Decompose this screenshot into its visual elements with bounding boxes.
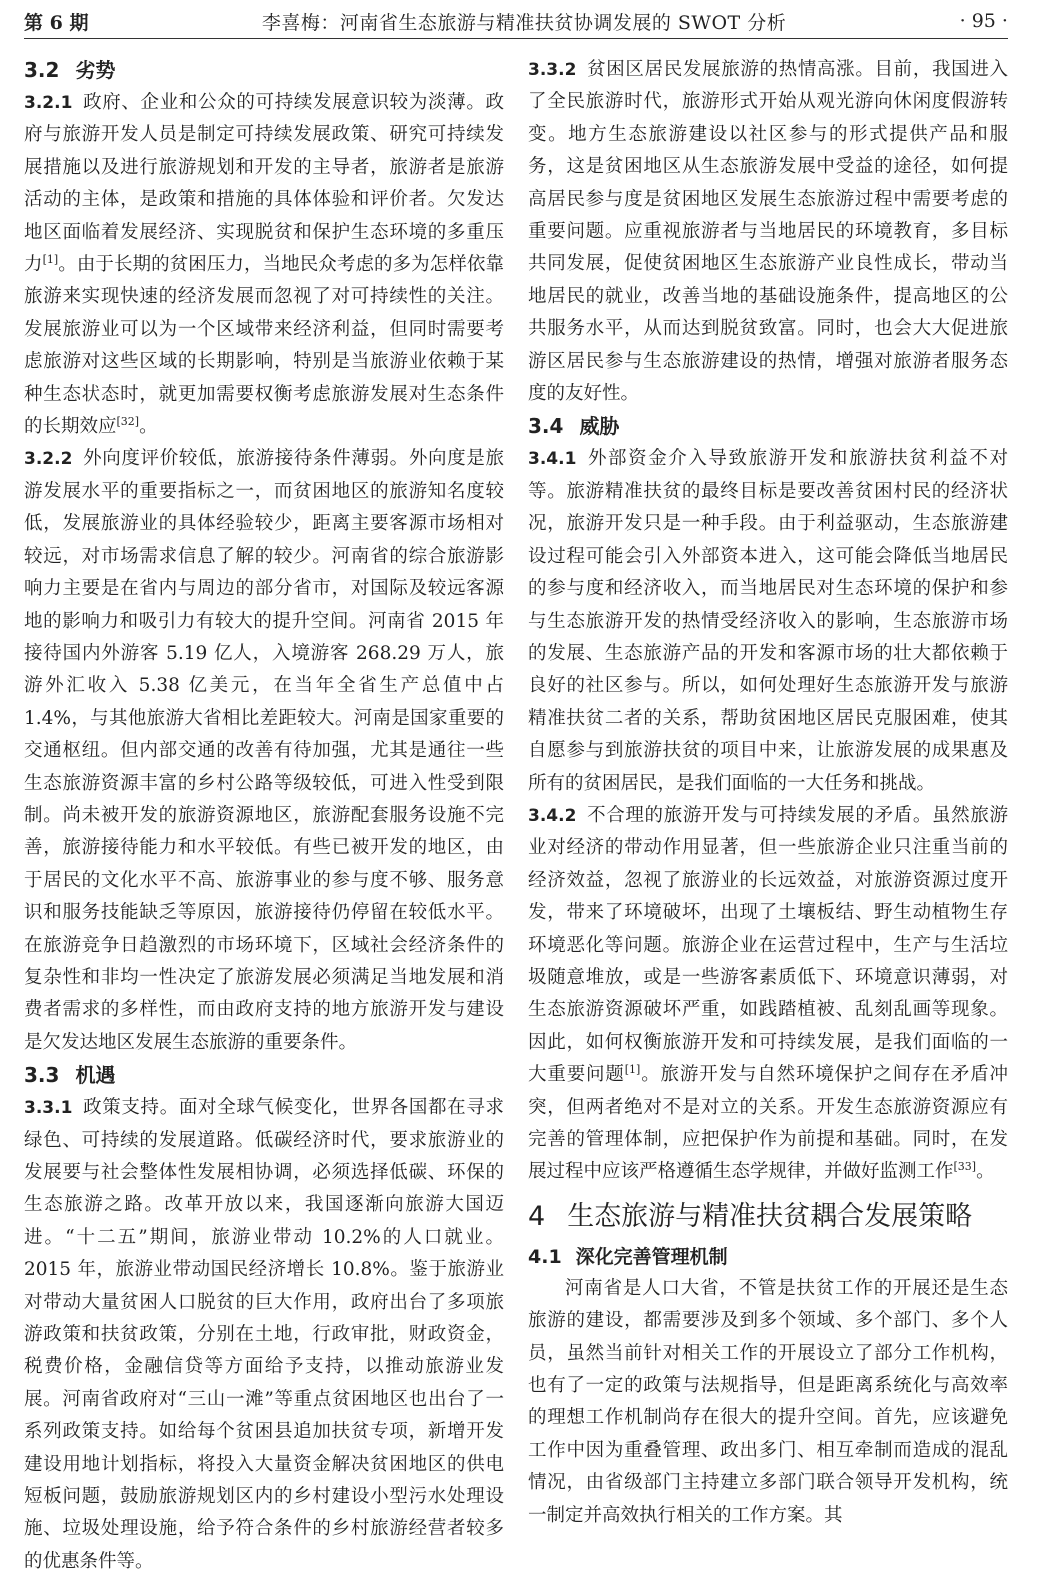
paragraph-number: 3.4.2 xyxy=(528,805,577,826)
paragraph-text: 不合理的旅游开发与可持续发展的矛盾。虽然旅游业对经济的带动作用显著，但一些旅游企业只注重当前的经济效益，忽视了旅游业的长远效益，对旅游资源过度开发，带来了环境破坏，出现了土壤板结、野生动植物生存环境恶化等问题。旅游企业在运营过程中，生产与生活垃圾随意堆放，或是一些游客素质低下、环境意识薄弱，对生态旅游资源破坏严重，如践踏植被、乱刻乱画等现象。因此，如何权衡旅游开发和可持续发展，是我们面临的一大重要问题 xyxy=(528,804,1008,1086)
paragraph-text: 。旅游开发与自然环境保护之间存在矛盾冲突，但两者绝对不是对立的关系。开发生态旅游资源应有完善的管理体制，应把保护作为前提和基础。同时，在发展过程中应该严格遵循生态学规律，并做好监测工作 xyxy=(528,1064,1008,1183)
body-columns xyxy=(24,54,1008,1578)
paragraph-text: 外向度评价较低，旅游接待条件薄弱。外向度是旅游发展水平的重要指标之一，而贫困地区的旅游知名度较低，发展旅游业的具体经验较少，距离主要客源市场相对较远，对市场需求信息了解的较少。河南省的综合旅游影响力主要是在省内与周边的部分省市，对国际及较远客源地的影响力和吸引力有较大的提升空间。河南省 2015 年接待国内外游客 5.19 亿人，入境游客 268.29 万人，旅游外汇收入 5.38 亿美元，在当年全省生产总值中占 1.4%，与其他旅游大省相比差距较大。河南是国家重要的交通枢纽。但内部交通的改善有待加强，尤其是通往一些生态旅游资源丰富的乡村公路等级较低，可进入性受到限制。尚未被开发的旅游资源地区，旅游配套服务设施不完善，旅游接待能力和水平较低。有些已被开发的地区，由于居民的文化水平不高、旅游事业的参与度不够、服务意识和服务技能缺乏等原因，旅游接待仍停留在较低水平。在旅游竞争日趋激烈的市场环境下，区域社会经济条件的复杂性和非均一性决定了旅游发展必须满足当地发展和消费者需求的多样性，而由政府支持的地方旅游开发与建设是欠发达地区发展生态旅游的重要条件。 xyxy=(24,448,504,1053)
paragraph-3-4-2 xyxy=(528,800,1008,1189)
paragraph-number: 3.4.1 xyxy=(528,449,577,470)
paragraph-text: 。 xyxy=(139,416,158,438)
section-3-4-heading xyxy=(528,410,1008,443)
paragraph-number: 3.3.2 xyxy=(528,60,577,80)
paragraph-text: 。 xyxy=(976,1161,995,1183)
paragraph-text: 政府、企业和公众的可持续发展意识较为淡薄。政府与旅游开发人员是制定可持续发展政策、研究可持续发展措施以及进行旅游规划和开发的主导者，旅游者是旅游活动的主体，是政策和措施的具体体验和评价者。欠发达地区面临着发展经济、实现脱贫和保护生态环境的多重压力 xyxy=(24,92,504,276)
paragraph-text: 。由于长期的贫困压力，当地民众考虑的多为怎样依靠旅游来实现快速的经济发展而忽视了对可持续性的关注。发展旅游业可以为一个区域带来经济利益，但同时需要考虑旅游对这些区域的长期影响，特别是当旅游业依赖于某种生态状态时，就更加需要权衡考虑旅游发展对生态条件的长期效应 xyxy=(24,254,504,438)
page-number: · 95 · xyxy=(959,10,1008,32)
running-title: 李喜梅：河南省生态旅游与精准扶贫协调发展的 SWOT 分析 xyxy=(261,11,787,34)
section-number: 4.1 xyxy=(528,1245,562,1268)
section-title: 深化完善管理机制 xyxy=(575,1245,728,1268)
paragraph-number: 3.2.2 xyxy=(24,449,73,470)
paragraph-3-2-2 xyxy=(24,443,504,1059)
section-number: 3.3 xyxy=(24,1063,60,1088)
paragraph-3-2-1 xyxy=(24,87,504,443)
chapter-4-heading xyxy=(528,1197,1008,1237)
issue-label: 第 6 期 xyxy=(24,11,89,34)
citation-ref: [1] xyxy=(624,1063,641,1077)
section-title: 威胁 xyxy=(579,414,620,439)
paragraph-text: 河南省是人口大省，不管是扶贫工作的开展还是生态旅游的建设，都需要涉及到多个领域、多个部门、多个人员，虽然当前针对相关工作的开展设立了部分工作机构，也有了一定的政策与法规指导，但是距离系统化与高效率的理想工作机制尚存在很大的提升空间。首先，应该避免工作中因为重叠管理、政出多门、相互牵制而造成的混乱情况，由省级部门主持建立多部门联合领导开发机构，统一制定并高效执行相关的工作方案。其 xyxy=(528,1277,1008,1526)
section-4-1-heading xyxy=(528,1241,1008,1273)
page-header xyxy=(24,4,1008,39)
paragraph-3-3-1 xyxy=(24,1092,504,1578)
citation-ref: [32] xyxy=(116,414,140,428)
citation-ref: [1] xyxy=(42,252,59,266)
paragraph-text: 贫困区居民发展旅游的热情高涨。目前，我国进入了全民旅游时代，旅游形式开始从观光游向休闲度假游转变。地方生态旅游建设以社区参与的形式提供产品和服务，这是贫困地区从生态旅游发展中受益的途径，如何提高居民参与度是贫困地区发展生态旅游过程中需要考虑的重要问题。应重视旅游者与当地居民的环境教育，多目标共同发展，促使贫困地区生态旅游产业良性成长，带动当地居民的就业，改善当地的基础设施条件，提高地区的公共服务水平，从而达到脱贫致富。同时，也会大大促进旅游区居民参与生态旅游建设的热情，增强对旅游者服务态度的友好性。 xyxy=(528,59,1008,405)
paragraph-number: 3.3.1 xyxy=(24,1098,73,1119)
paragraph-3-3-2 xyxy=(528,54,1008,410)
paragraph-text: 外部资金介入导致旅游开发和旅游扶贫利益不对等。旅游精准扶贫的最终目标是要改善贫困村民的经济状况，旅游开发只是一种手段。由于利益驱动，生态旅游建设过程可能会引入外部资本进入，这可能会降低当地居民的参与度和经济收入，而当地居民对生态环境的保护和参与生态旅游开发的热情受经济收入的影响，生态旅游市场的发展、生态旅游产品的开发和客源市场的壮大都依赖于良好的社区参与。所以，如何处理好生态旅游开发与旅游精准扶贫二者的关系，帮助贫困地区居民克服困难，使其自愿参与到旅游扶贫的项目中来，让旅游发展的成果惠及所有的贫困居民，是我们面临的一大任务和挑战。 xyxy=(528,448,1008,794)
section-number: 3.4 xyxy=(528,414,564,439)
section-number: 3.2 xyxy=(24,58,60,82)
left-column xyxy=(24,54,504,1578)
citation-ref: [33] xyxy=(953,1160,977,1174)
paragraph-3-4-1 xyxy=(528,443,1008,799)
section-3-2-heading xyxy=(24,54,504,87)
section-3-3-heading xyxy=(24,1059,504,1092)
paragraph-number: 3.2.1 xyxy=(24,93,73,113)
section-title: 机遇 xyxy=(75,1063,116,1088)
paragraph-text: 政策支持。面对全球气候变化，世界各国都在寻求绿色、可持续的发展道路。低碳经济时代，要求旅游业的发展要与社会整体性发展相协调，必须选择低碳、环保的生态旅游之路。改革开放以来，我国逐渐向旅游大国迈进。“十二五”期间，旅游业带动 10.2%的人口就业。2015 年，旅游业带动国民经济增长 10.8%。鉴于旅游业对带动大量贫困人口脱贫的巨大作用，政府出台了多项旅游政策和扶贫政策，分别在土地，行政审批，财政资金，税费价格，金融信贷等方面给予支持，以推动旅游业发展。河南省政府对“三山一滩”等重点贫困地区也出台了一系列政策支持。如给每个贫困县追加扶贫专项，新增开发建设用地计划指标，将投入大量资金解决贫困地区的供电短板问题，鼓励旅游规划区内的乡村建设小型污水处理设施、垃圾处理设施，给予符合条件的乡村旅游经营者较多的优惠条件等。 xyxy=(24,1097,504,1572)
paragraph-4-1 xyxy=(528,1273,1008,1532)
chapter-number: 4 xyxy=(528,1200,546,1232)
right-column xyxy=(528,54,1008,1578)
section-title: 劣势 xyxy=(75,58,116,82)
chapter-title: 生态旅游与精准扶贫耦合发展策略 xyxy=(567,1200,973,1232)
